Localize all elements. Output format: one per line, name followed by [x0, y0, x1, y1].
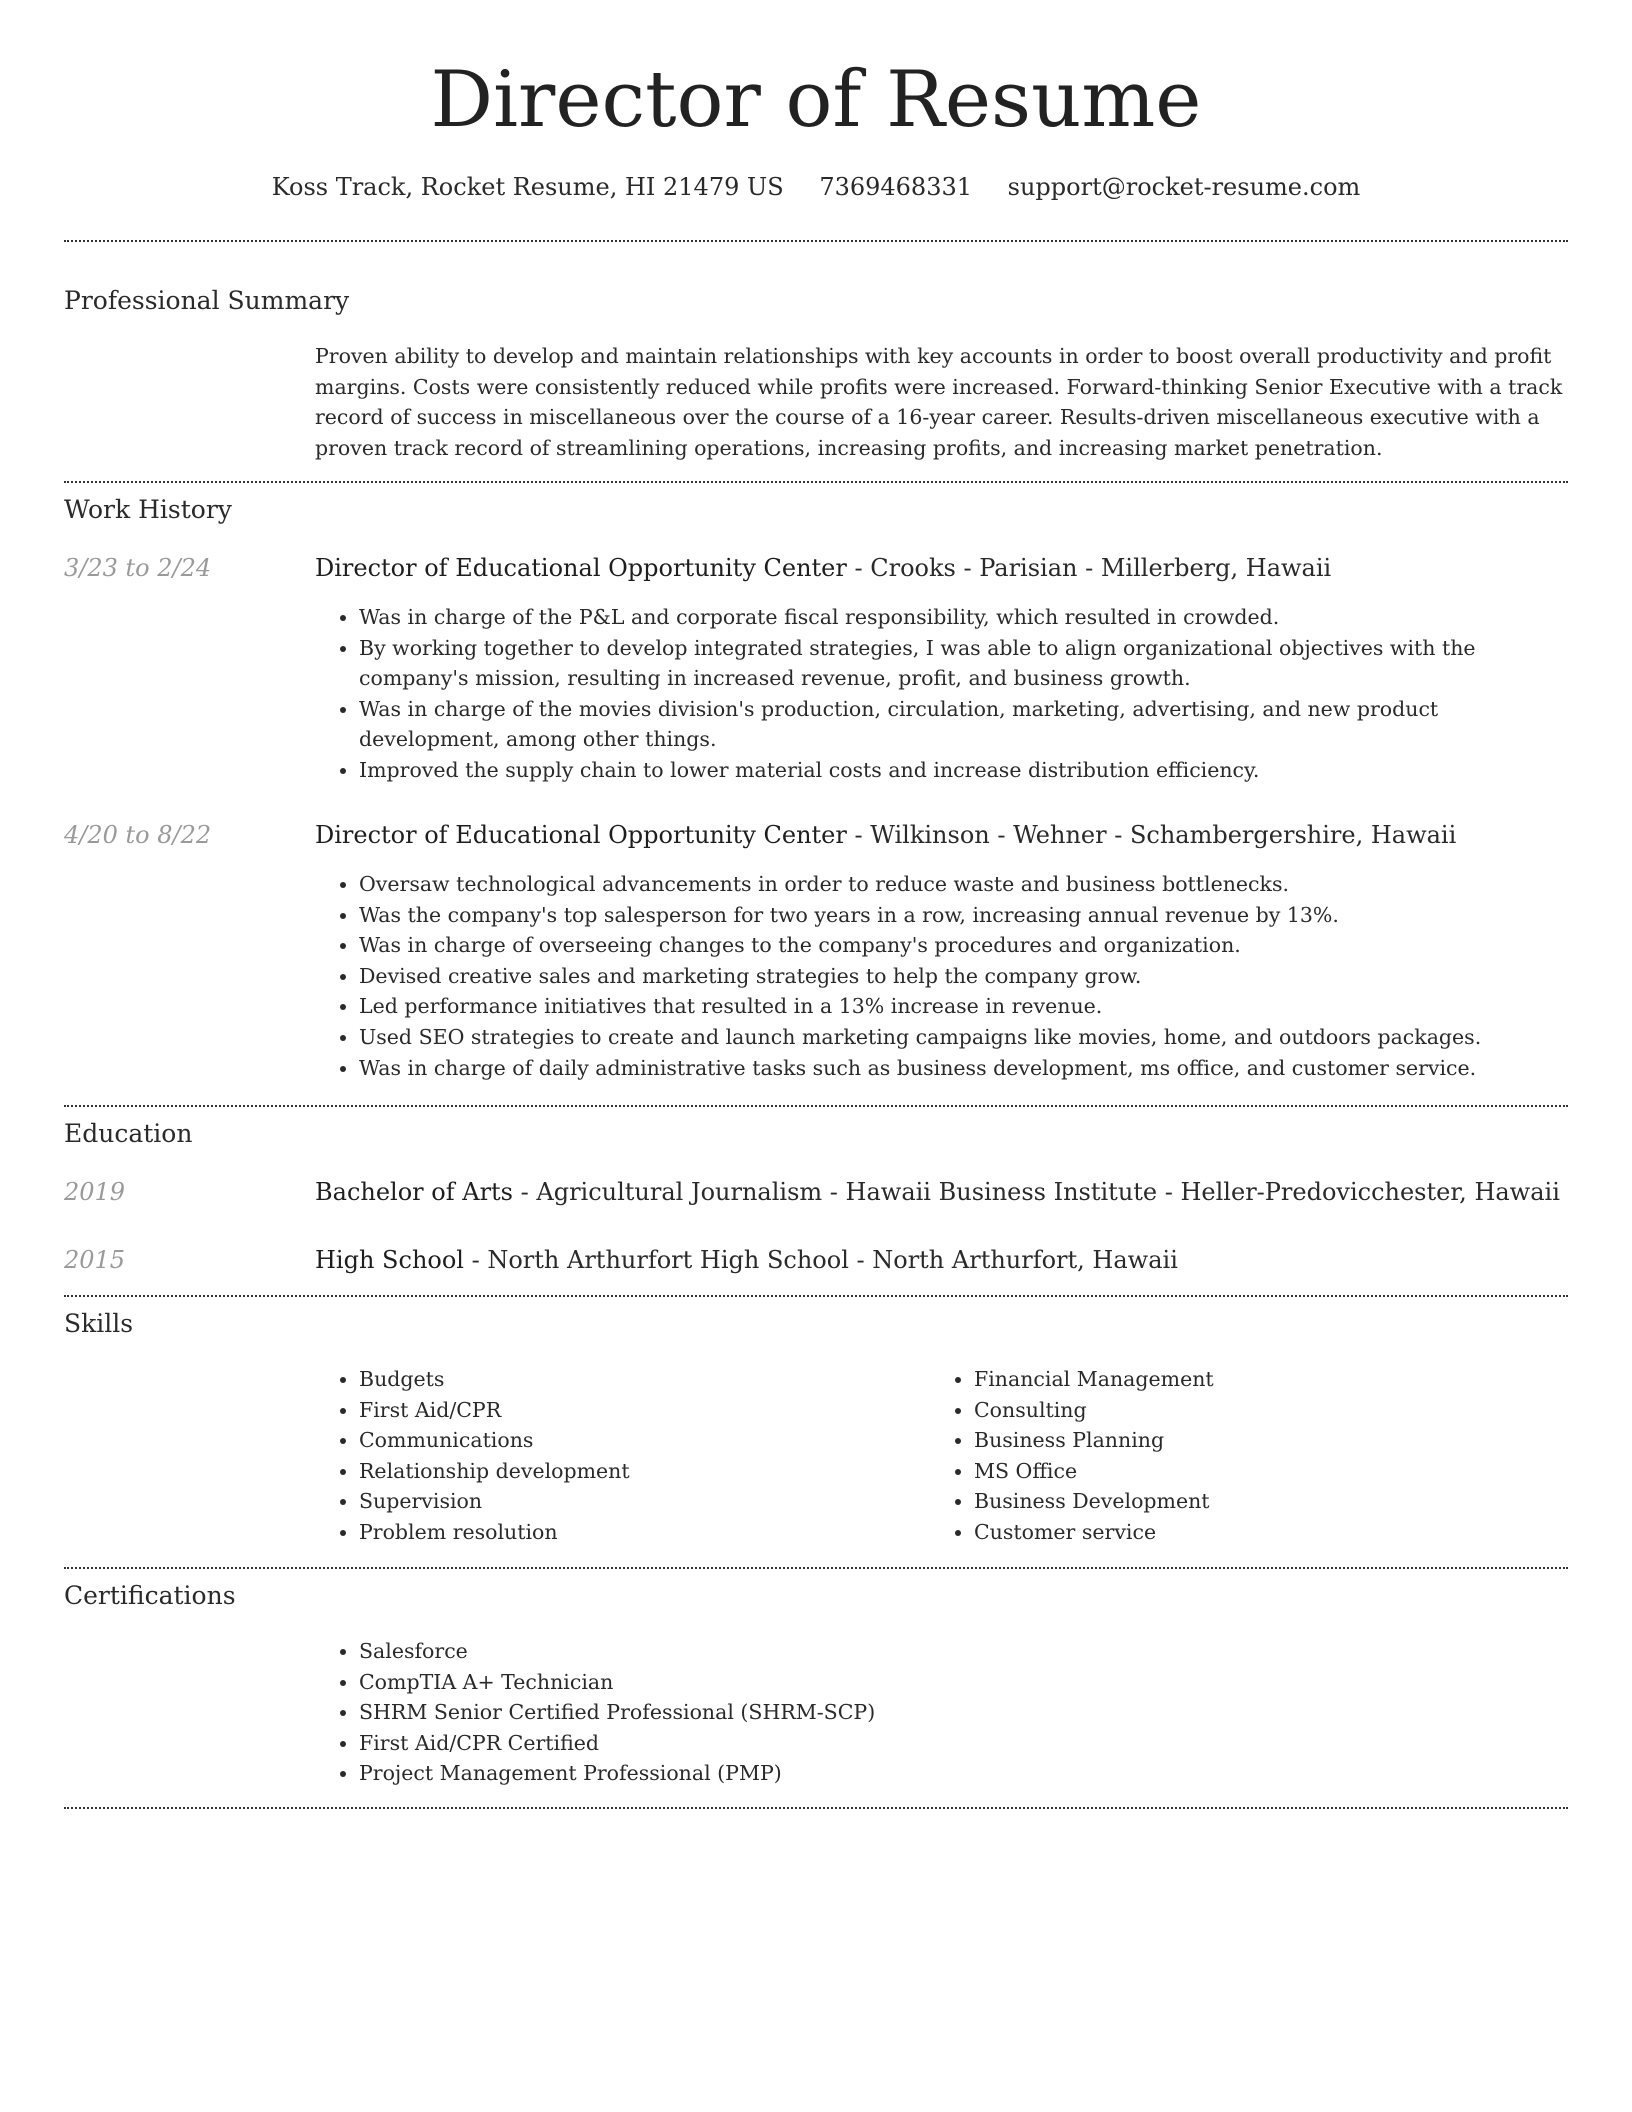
- skills-heading: Skills: [64, 1309, 134, 1338]
- list-item: • Was in charge of overseeing changes to the company's procedures and organization.: [359, 930, 1568, 961]
- job-employer: - Crooks - Parisian - Millerberg, Hawaii: [846, 554, 1332, 582]
- list-item: • Was the company's top salesperson for two years in a row, increasing annual revenue by 13%.: [359, 900, 1568, 931]
- list-item: • Project Management Professional (PMP): [359, 1758, 1568, 1789]
- list-item: • Supervision: [359, 1486, 930, 1517]
- list-item: • Improved the supply chain to lower material costs and increase distribution efficiency.: [359, 755, 1568, 786]
- contact-address: Koss Track, Rocket Resume, HI 21479 US: [271, 173, 784, 201]
- list-item: • Consulting: [974, 1395, 1568, 1426]
- list-item: • SHRM Senior Certified Professional (SHRM-SCP): [359, 1697, 1568, 1728]
- list-item: • Budgets: [359, 1364, 930, 1395]
- contact-line: [64, 170, 1568, 204]
- education-details: - North Arthurfort High School - North Arthurfort, Hawaii: [463, 1246, 1178, 1274]
- list-item: • Business Planning: [974, 1425, 1568, 1456]
- list-item: • By working together to develop integrated strategies, I was able to align organizational objectives with the company's mission, resulting in increased revenue, profit, and business growth.: [359, 633, 1568, 694]
- job-title: [315, 551, 1331, 585]
- list-item: • Oversaw technological advancements in order to reduce waste and business bottlenecks.: [359, 869, 1568, 900]
- job-dates: 3/23 to 2/24: [64, 554, 212, 582]
- job-title: [315, 818, 1456, 852]
- education-entry: [315, 1243, 1178, 1277]
- education-heading: Education: [64, 1119, 193, 1148]
- work-history-heading: Work History: [64, 495, 232, 524]
- list-item: • CompTIA A+ Technician: [359, 1667, 1568, 1698]
- list-item: • MS Office: [974, 1456, 1568, 1487]
- summary-text: Proven ability to develop and maintain relationships with key accounts in order to boost overall productivity and profit margins. Costs were consistently reduced while profits were increased. Forward-thinking Senior Executive with a track record of success in miscellaneous over the course of a 16-year career. Results-driven miscellaneous executive with a proven track record of streamlining operations, increasing profits, and increasing market penetration.: [315, 344, 1563, 460]
- job-dates: 4/20 to 8/22: [64, 821, 212, 849]
- section-divider: [64, 1295, 1568, 1297]
- resume-name: Director of Resume: [430, 55, 1202, 145]
- list-item: • Used SEO strategies to create and launch marketing campaigns like movies, home, and outdoors packages.: [359, 1022, 1568, 1053]
- list-item: • First Aid/CPR Certified: [359, 1728, 1568, 1759]
- list-item: • Was in charge of daily administrative tasks such as business development, ms office, and customer service.: [359, 1053, 1568, 1084]
- job-bullets: [315, 869, 1568, 1083]
- list-item: • Relationship development: [359, 1456, 930, 1487]
- list-item: • First Aid/CPR: [359, 1395, 930, 1426]
- list-item: • Was in charge of the P&L and corporate fiscal responsibility, which resulted in crowded.: [359, 602, 1568, 633]
- education-entry: [315, 1175, 1560, 1209]
- list-item: • Devised creative sales and marketing strategies to help the company grow.: [359, 961, 1568, 992]
- section-divider: [64, 481, 1568, 483]
- certifications-list: [315, 1636, 1568, 1789]
- education-year: 2015: [64, 1246, 126, 1274]
- list-item: • Business Development: [974, 1486, 1568, 1517]
- section-divider: [64, 1567, 1568, 1569]
- list-item: • Customer service: [974, 1517, 1568, 1548]
- list-item: • Financial Management: [974, 1364, 1568, 1395]
- education-details: - Agricultural Journalism - Hawaii Business Institute - Heller-Predovicchester, Hawaii: [513, 1178, 1560, 1206]
- section-divider: [64, 240, 1568, 242]
- list-item: • Salesforce: [359, 1636, 1568, 1667]
- education-degree: High School: [315, 1246, 464, 1274]
- section-divider: [64, 1105, 1568, 1107]
- job-position: Director of Educational Opportunity Center: [315, 554, 847, 582]
- education-degree: Bachelor of Arts: [315, 1178, 513, 1206]
- summary-heading: Professional Summary: [64, 286, 350, 315]
- list-item: • Problem resolution: [359, 1517, 930, 1548]
- skills-list-right: [930, 1364, 1568, 1547]
- certifications-heading: Certifications: [64, 1581, 236, 1610]
- skills-list-left: [315, 1364, 930, 1547]
- list-item: • Was in charge of the movies division's production, circulation, marketing, advertising, and new product development, among other things.: [359, 694, 1568, 755]
- job-position: Director of Educational Opportunity Center: [315, 821, 847, 849]
- job-employer: - Wilkinson - Wehner - Schambergershire, Hawaii: [846, 821, 1457, 849]
- education-year: 2019: [64, 1178, 126, 1206]
- list-item: • Communications: [359, 1425, 930, 1456]
- contact-phone: 7369468331: [819, 173, 973, 201]
- section-divider: [64, 1807, 1568, 1809]
- contact-email: support@rocket-resume.com: [1007, 173, 1361, 201]
- list-item: • Led performance initiatives that resulted in a 13% increase in revenue.: [359, 991, 1568, 1022]
- job-bullets: [315, 602, 1568, 786]
